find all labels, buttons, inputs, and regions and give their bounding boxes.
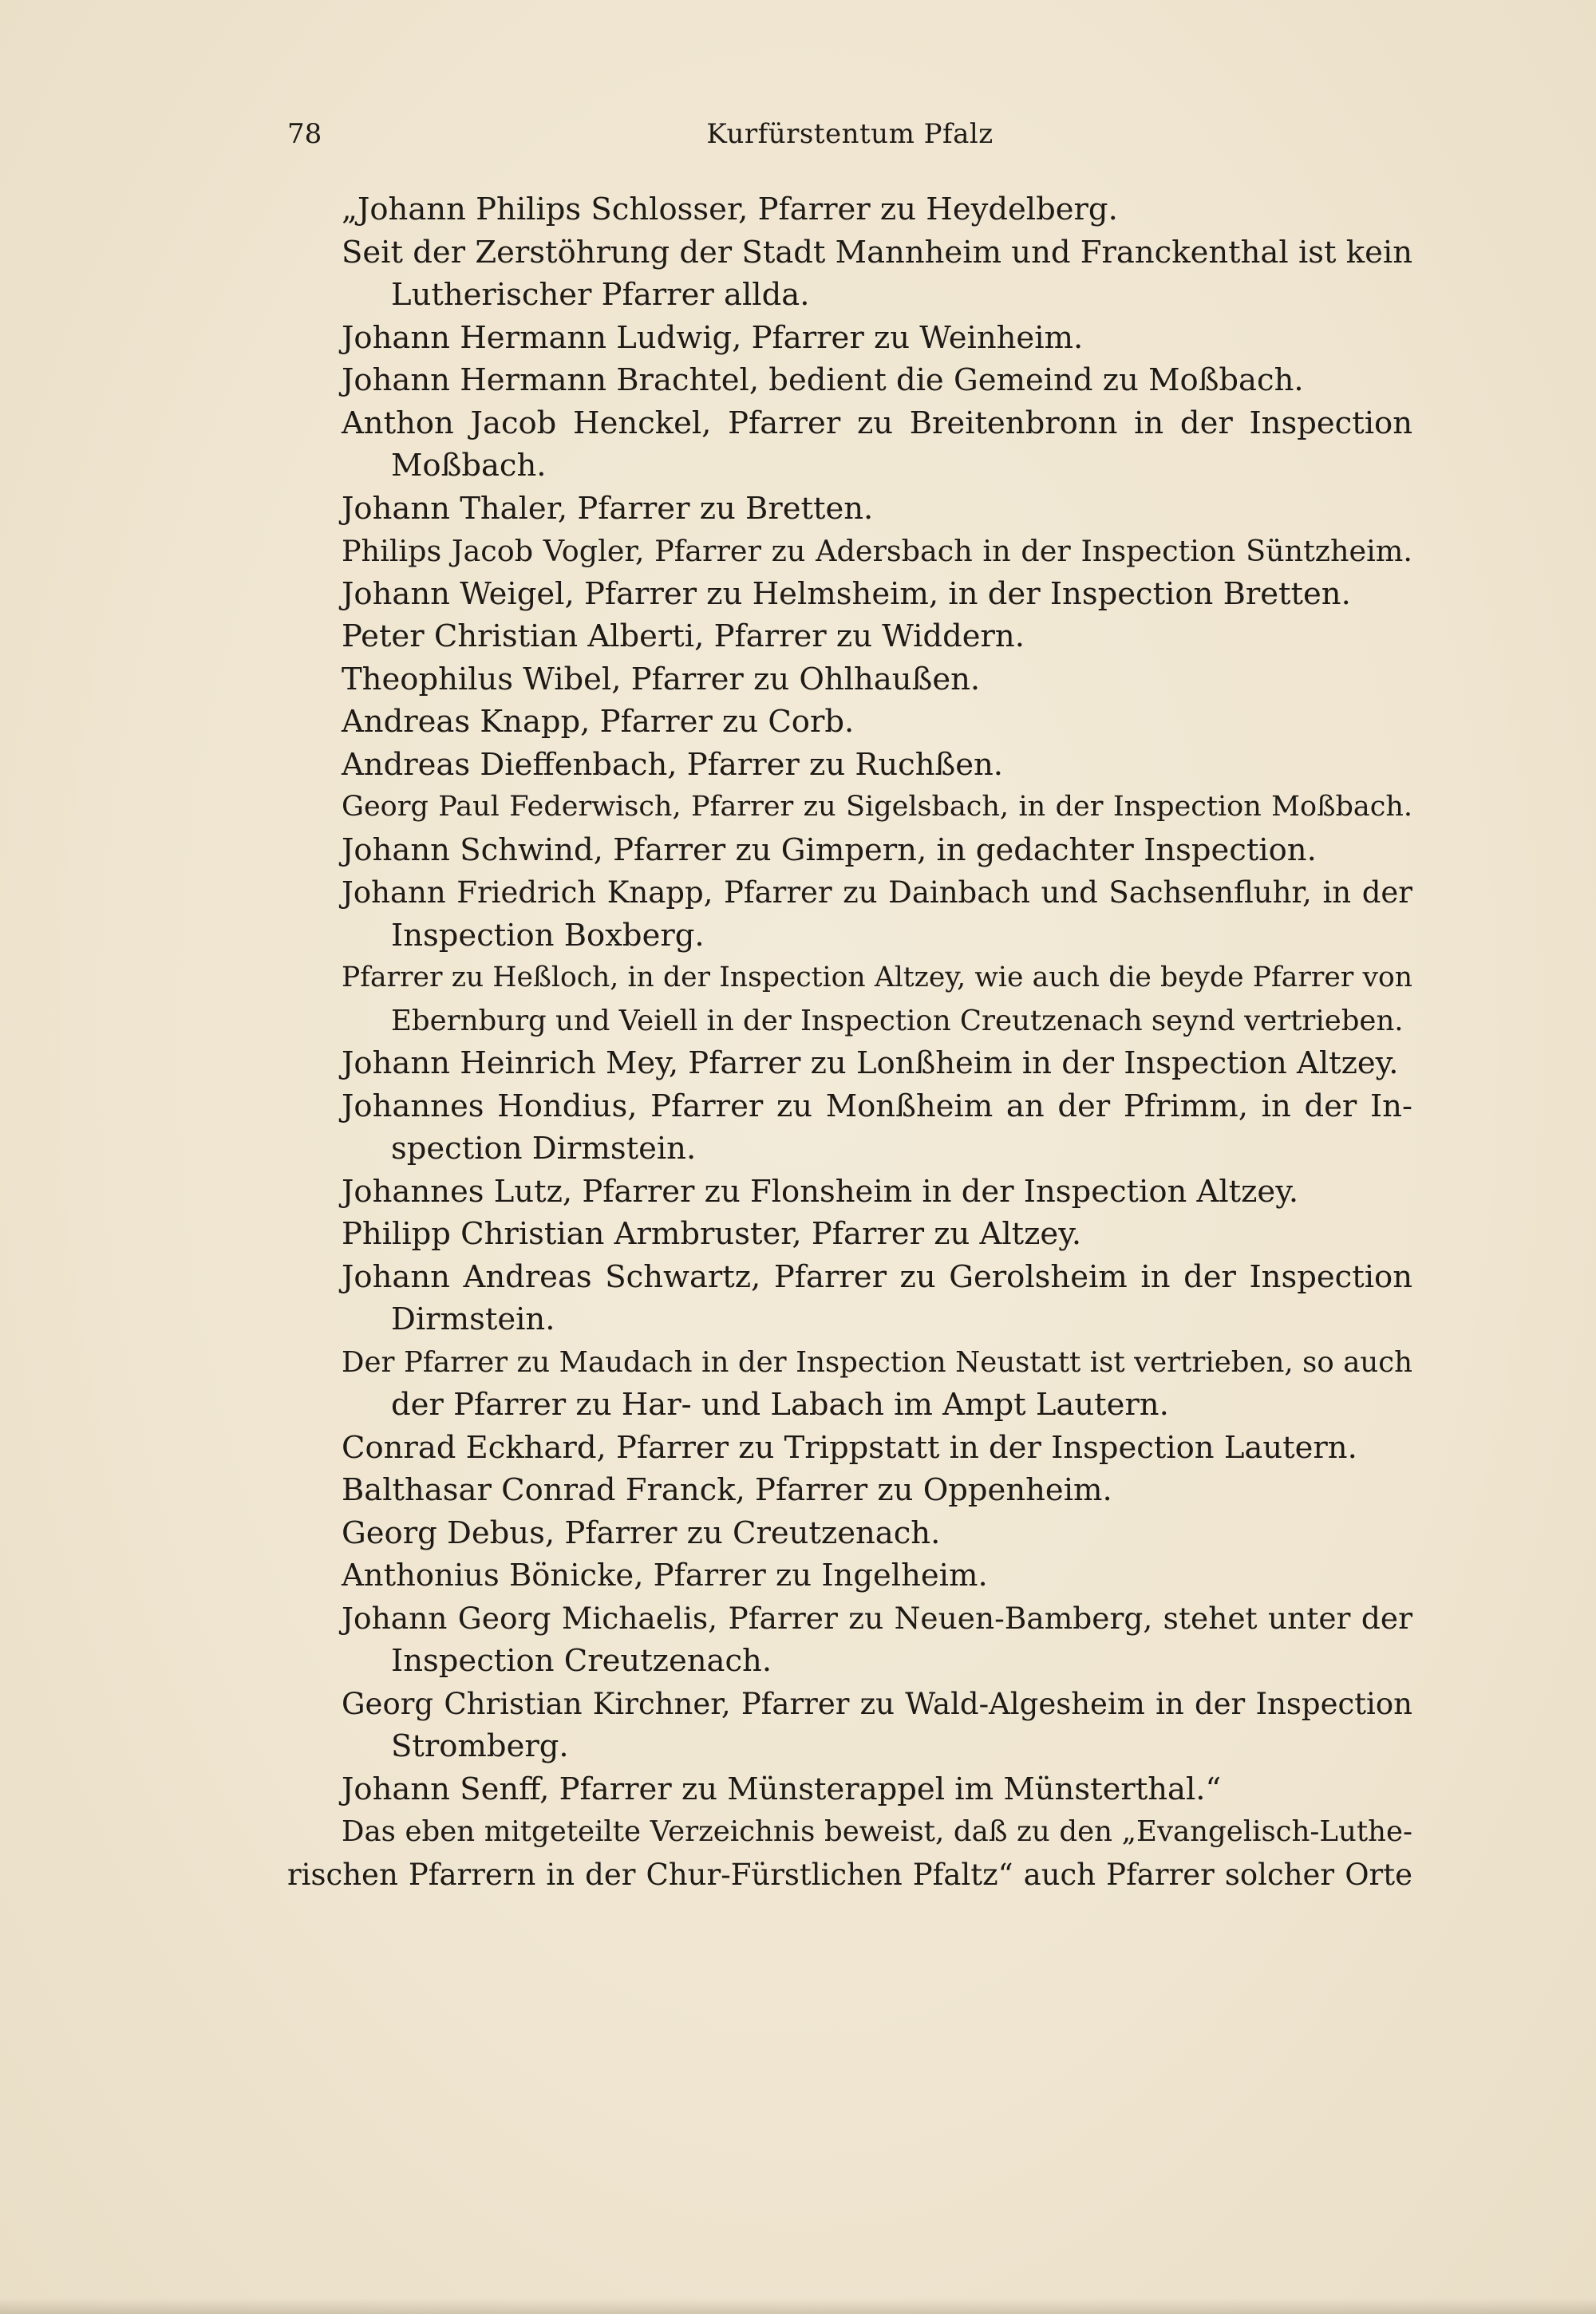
text-line: Dirmstein.: [391, 1301, 555, 1337]
text-line: Ebernburg und Veiell in der Inspection Creutzenach seynd vertrieben.: [391, 1004, 1404, 1037]
text-line: Moßbach.: [391, 448, 547, 484]
text-line: Peter Christian Alberti, Pfarrer zu Widdern.: [342, 618, 1025, 654]
text-line: Johann Hermann Brachtel, bedient die Gemeind zu Moßbach.: [342, 362, 1304, 398]
text-line: Johann Heinrich Mey, Pfarrer zu Lonßheim in der Inspection Altzey.: [342, 1045, 1399, 1081]
text-line: der Pfarrer zu Har- und Labach im Ampt Lautern.: [391, 1387, 1169, 1423]
text-line: Johannes Hondius, Pfarrer zu Monßheim an der Pfrimm, in der In-: [342, 1088, 1412, 1124]
running-title: Kurfürstentum Pfalz: [706, 118, 994, 150]
text-line: Georg Christian Kirchner, Pfarrer zu Wald-Algesheim in der Inspection: [342, 1686, 1412, 1721]
text-line: Pfarrer zu Heßloch, in der Inspection Altzey, wie auch die beyde Pfarrer von: [342, 962, 1412, 993]
text-line: Johann Schwind, Pfarrer zu Gimpern, in gedachter Inspection.: [342, 831, 1317, 868]
body-text: [287, 188, 1412, 1896]
text-line: Philipp Christian Armbruster, Pfarrer zu Altzey.: [342, 1216, 1082, 1252]
text-line: Andreas Knapp, Pfarrer zu Corb.: [342, 704, 855, 740]
text-line: Lutherischer Pfarrer allda.: [391, 277, 810, 313]
text-line: Inspection Boxberg.: [391, 917, 705, 954]
text-line: Balthasar Conrad Franck, Pfarrer zu Oppenheim.: [342, 1472, 1112, 1508]
text-line: Georg Paul Federwisch, Pfarrer zu Sigelsbach, in der Inspection Moßbach.: [342, 791, 1412, 823]
text-line: Johann Senff, Pfarrer zu Münsterappel im Münsterthal.“: [342, 1771, 1222, 1807]
text-line: Georg Debus, Pfarrer zu Creutzenach.: [342, 1514, 941, 1551]
text-line: Theophilus Wibel, Pfarrer zu Ohlhaußen.: [342, 661, 981, 697]
text-line: spection Dirmstein.: [391, 1131, 697, 1167]
text-line: rischen Pfarrern in der Chur-Fürstlichen Pfaltz“ auch Pfarrer solcher Orte: [287, 1857, 1412, 1892]
text-line: Inspection Creutzenach.: [391, 1643, 772, 1679]
text-line: Johann Thaler, Pfarrer zu Bretten.: [342, 490, 874, 527]
text-line: „Johann Philips Schlosser, Pfarrer zu Heydelberg.: [342, 192, 1118, 227]
page-edge-shadow: [0, 2298, 1596, 2314]
text-line: Conrad Eckhard, Pfarrer zu Trippstatt in der Inspection Lautern.: [342, 1429, 1357, 1466]
text-line: Anthon Jacob Henckel, Pfarrer zu Breitenbronn in der Inspection: [342, 405, 1412, 441]
text-line: Andreas Dieffenbach, Pfarrer zu Ruchßen.: [342, 746, 1004, 783]
text-line: Johannes Lutz, Pfarrer zu Flonsheim in der Inspection Altzey.: [342, 1173, 1299, 1210]
text-line: Johann Friedrich Knapp, Pfarrer zu Dainbach und Sachsenfluhr, in der: [342, 875, 1412, 910]
text-line: Der Pfarrer zu Maudach in der Inspection Neustatt ist vertrieben, so auch: [342, 1345, 1412, 1379]
text-line: Anthonius Bönicke, Pfarrer zu Ingelheim.: [342, 1558, 988, 1593]
text-line: Seit der Zerstöhrung der Stadt Mannheim und Franckenthal ist kein: [342, 234, 1412, 270]
text-line: Johann Georg Michaelis, Pfarrer zu Neuen-Bamberg, stehet unter der: [342, 1600, 1412, 1636]
text-line: Das eben mitgeteilte Verzeichnis beweist, daß zu den „Evangelisch-Luthe-: [342, 1815, 1412, 1848]
page-number: 78: [287, 118, 322, 150]
text-line: Johann Hermann Ludwig, Pfarrer zu Weinheim.: [342, 319, 1084, 356]
text-line: Johann Weigel, Pfarrer zu Helmsheim, in der Inspection Bretten.: [342, 575, 1351, 612]
text-line: Johann Andreas Schwartz, Pfarrer zu Gerolsheim in der Inspection: [342, 1258, 1412, 1295]
text-line: Philips Jacob Vogler, Pfarrer zu Adersbach in der Inspection Süntzheim.: [342, 534, 1412, 568]
page-header: [287, 118, 1412, 153]
text-line: Stromberg.: [391, 1728, 569, 1764]
